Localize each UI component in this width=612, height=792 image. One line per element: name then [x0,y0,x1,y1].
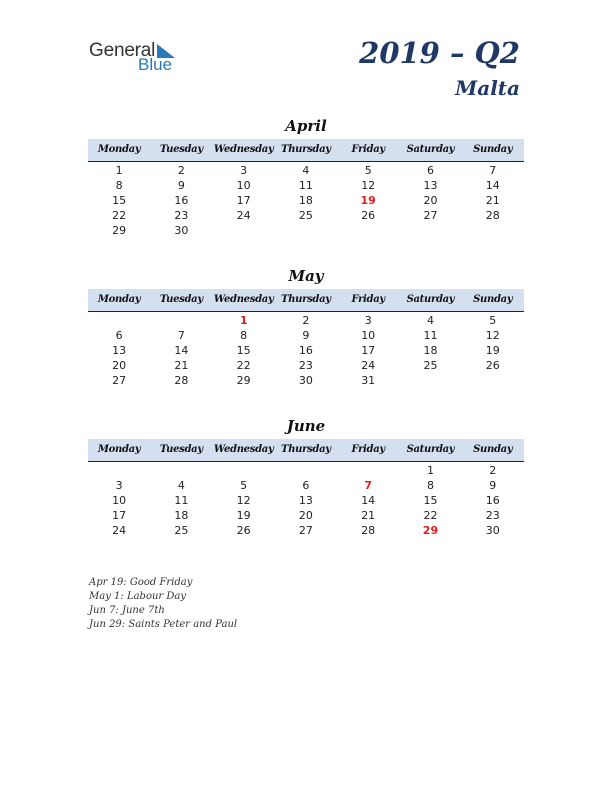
month-june [88,415,524,538]
weekday-wednesday: Wednesday [213,144,274,155]
day-cell: 16 [298,344,313,357]
day-cell: 15 [423,494,438,507]
empty-day-cell [337,463,399,478]
empty-day-cell [88,463,150,478]
empty-day-cell [337,223,399,238]
day-cell: 29 [112,224,127,237]
day-cell: 4 [302,164,310,177]
day-cell: 20 [298,509,313,522]
empty-day-cell [275,463,337,478]
week-row [88,343,524,358]
month-may [88,265,524,388]
day-cell: 9 [489,479,497,492]
day-cell: 30 [298,374,313,387]
day-cell: 1 [426,464,434,477]
week-row [88,463,524,478]
day-cell: 6 [115,329,123,342]
week-row [88,373,524,388]
empty-day-cell [275,223,337,238]
page-subtitle: Malta [455,76,520,100]
day-cell: 1 [115,164,123,177]
empty-day-cell [399,223,461,238]
logo-general-text: General [89,40,156,61]
day-cell: 18 [298,194,313,207]
day-cell: 23 [174,209,189,222]
week-row [88,208,524,223]
holiday-notes [89,576,237,632]
week-row [88,178,524,193]
day-cell: 27 [298,524,313,537]
week-row [88,523,524,538]
day-cell: 20 [423,194,438,207]
week-row [88,478,524,493]
day-cell: 14 [485,179,500,192]
day-cell: 8 [115,179,123,192]
day-cell: 19 [236,509,251,522]
day-cell: 3 [364,314,372,327]
day-cell: 13 [112,344,127,357]
day-cell: 21 [174,359,189,372]
day-cell: 27 [423,209,438,222]
day-cell: 11 [298,179,313,192]
holiday-note: May 1: Labour Day [89,591,186,602]
empty-day-cell [462,373,524,388]
day-cell: 12 [361,179,376,192]
day-cell: 30 [485,524,500,537]
day-cell: 18 [174,509,189,522]
day-cell: 24 [112,524,127,537]
holiday-day-cell: 7 [364,479,373,492]
week-row [88,223,524,238]
day-cell: 6 [302,479,310,492]
month-title: April [285,117,327,135]
month-title: June [286,417,326,435]
day-cell: 19 [485,344,500,357]
weekday-saturday: Saturday [406,444,455,455]
holiday-day-cell: 1 [239,314,248,327]
day-cell: 12 [485,329,500,342]
day-cell: 11 [423,329,438,342]
day-cell: 6 [426,164,434,177]
day-cell: 7 [489,164,497,177]
week-row [88,328,524,343]
weekday-friday: Friday [351,144,385,155]
day-cell: 22 [423,509,438,522]
day-cell: 2 [302,314,310,327]
day-cell: 11 [174,494,189,507]
weekday-saturday: Saturday [406,294,455,305]
day-cell: 30 [174,224,189,237]
holiday-note: Jun 7: June 7th [89,605,165,616]
day-cell: 23 [298,359,313,372]
day-cell: 2 [489,464,497,477]
day-cell: 31 [361,374,376,387]
logo-blue-text: Blue [138,55,173,74]
weekday-monday: Monday [97,144,141,155]
empty-day-cell [150,463,212,478]
weekday-header-row [88,139,524,162]
day-cell: 28 [485,209,500,222]
weekday-thursday: Thursday [281,144,331,155]
empty-day-cell [462,223,524,238]
empty-day-cell [150,313,212,328]
holiday-day-cell: 29 [422,524,439,537]
day-cell: 27 [112,374,127,387]
day-cell: 8 [426,479,434,492]
day-cell: 25 [174,524,189,537]
day-cell: 5 [364,164,372,177]
weekday-sunday: Sunday [473,444,513,455]
week-rows [88,163,524,238]
day-cell: 28 [361,524,376,537]
week-row [88,313,524,328]
weekday-sunday: Sunday [473,294,513,305]
weekday-thursday: Thursday [281,444,331,455]
day-cell: 25 [298,209,313,222]
week-row [88,358,524,373]
weekday-saturday: Saturday [406,144,455,155]
weekday-sunday: Sunday [473,144,513,155]
empty-day-cell [88,313,150,328]
weekday-wednesday: Wednesday [213,444,274,455]
week-rows [88,463,524,538]
day-cell: 22 [112,209,127,222]
empty-day-cell [399,373,461,388]
empty-day-cell [213,463,275,478]
weekday-friday: Friday [351,444,385,455]
day-cell: 25 [423,359,438,372]
day-cell: 8 [240,329,248,342]
day-cell: 16 [174,194,189,207]
day-cell: 13 [298,494,313,507]
weekday-monday: Monday [97,444,141,455]
page-title: 2019 – Q2 [359,36,520,70]
day-cell: 10 [361,329,376,342]
day-cell: 4 [426,314,434,327]
day-cell: 5 [489,314,497,327]
day-cell: 3 [115,479,123,492]
day-cell: 15 [112,194,127,207]
weekday-tuesday: Tuesday [159,144,203,155]
day-cell: 29 [236,374,251,387]
day-cell: 26 [236,524,251,537]
day-cell: 17 [361,344,376,357]
brand-logo [89,40,189,76]
weekday-thursday: Thursday [281,294,331,305]
week-row [88,163,524,178]
weekday-monday: Monday [97,294,141,305]
holiday-note: Jun 29: Saints Peter and Paul [89,619,238,630]
day-cell: 4 [177,479,185,492]
day-cell: 14 [361,494,376,507]
day-cell: 5 [240,479,248,492]
weekday-friday: Friday [351,294,385,305]
day-cell: 3 [240,164,248,177]
holiday-note: Apr 19: Good Friday [89,577,193,588]
day-cell: 22 [236,359,251,372]
week-row [88,493,524,508]
day-cell: 23 [485,509,500,522]
day-cell: 24 [236,209,251,222]
week-row [88,193,524,208]
day-cell: 7 [177,329,185,342]
day-cell: 26 [485,359,500,372]
weekday-wednesday: Wednesday [213,294,274,305]
day-cell: 12 [236,494,251,507]
day-cell: 10 [236,179,251,192]
empty-day-cell [213,223,275,238]
day-cell: 13 [423,179,438,192]
day-cell: 28 [174,374,189,387]
day-cell: 17 [112,509,127,522]
day-cell: 15 [236,344,251,357]
month-title: May [288,267,324,285]
weekday-header-row [88,439,524,462]
day-cell: 16 [485,494,500,507]
weekday-tuesday: Tuesday [159,444,203,455]
day-cell: 26 [361,209,376,222]
month-april [88,115,524,238]
day-cell: 9 [177,179,185,192]
day-cell: 20 [112,359,127,372]
weekday-header-row [88,289,524,312]
day-cell: 17 [236,194,251,207]
day-cell: 2 [177,164,185,177]
weekday-tuesday: Tuesday [159,294,203,305]
week-rows [88,313,524,388]
day-cell: 10 [112,494,127,507]
week-row [88,508,524,523]
day-cell: 14 [174,344,189,357]
day-cell: 21 [361,509,376,522]
day-cell: 18 [423,344,438,357]
day-cell: 21 [485,194,500,207]
holiday-day-cell: 19 [360,194,376,207]
day-cell: 24 [361,359,376,372]
day-cell: 9 [302,329,310,342]
